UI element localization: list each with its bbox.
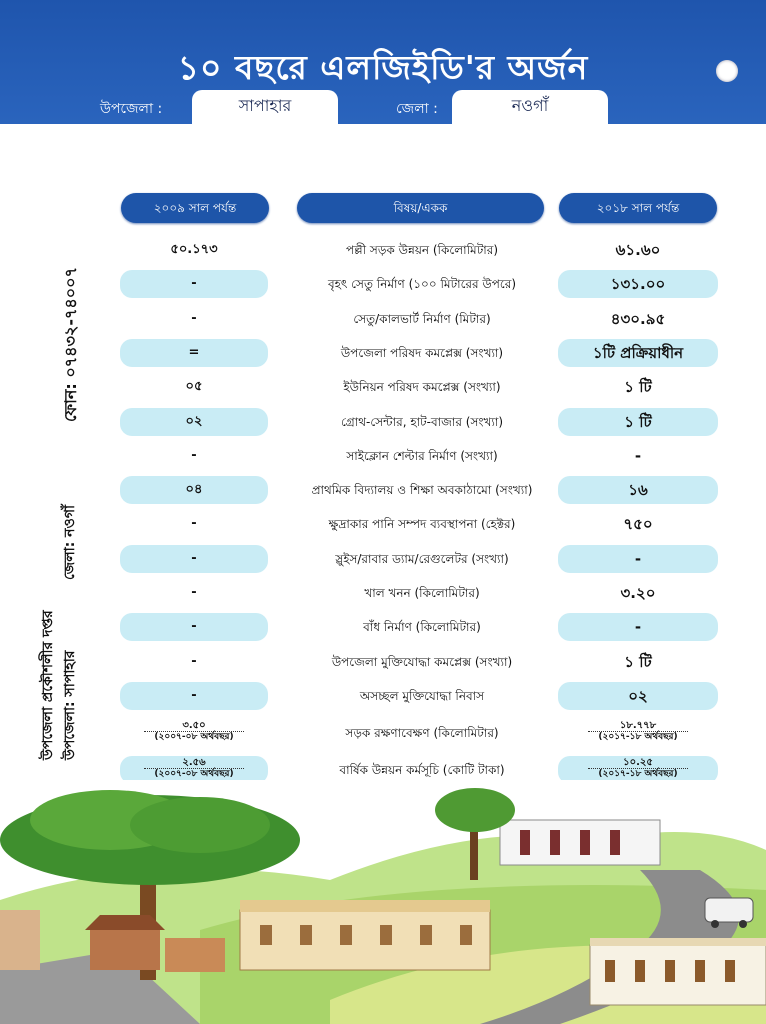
item-label: ইউনিয়ন পরিষদ কমপ্লেক্স (সংখ্যা)	[343, 380, 501, 394]
column-header-item: বিষয়/একক	[297, 193, 544, 223]
adp-item: বার্ষিক উন্নয়ন কর্মসূচি (কোটি টাকা)	[339, 763, 505, 777]
maintenance-2009-cell	[120, 719, 268, 749]
item-label: বাঁধ নির্মাণ (কিলোমিটার)	[363, 620, 481, 634]
maintenance-item: সড়ক রক্ষণাবেক্ষণ (কিলোমিটার)	[345, 726, 499, 740]
table-row	[120, 613, 718, 641]
table-row	[120, 682, 718, 710]
value-2018: ১টি প্রক্রিয়াধীন	[592, 344, 684, 362]
value-2009: ০৫	[185, 379, 203, 394]
table-row	[120, 373, 718, 401]
punch-hole	[716, 60, 738, 82]
table-row	[120, 339, 718, 367]
value-2018: ১৬	[628, 481, 648, 499]
adp-2018-note: (২০১৭-১৮ অর্থবছর)	[598, 769, 678, 779]
value-2009: ০২	[185, 414, 203, 429]
upazila-value-box: সাপাহার	[192, 90, 338, 124]
table-row	[120, 305, 718, 333]
value-2009: -	[191, 551, 197, 566]
item-label: অসচ্ছল মুক্তিযোদ্ধা নিবাস	[359, 689, 485, 703]
office-upazila: উপজেলা: সাপাহার	[62, 650, 78, 760]
upazila-label: উপজেলা :	[100, 101, 163, 117]
item-label: উপজেলা মুক্তিযোদ্ধা কমপ্লেক্স (সংখ্যা)	[331, 655, 513, 669]
value-2018: ০২	[628, 687, 648, 705]
value-2009: ৫০.১৭৩	[170, 242, 218, 257]
adp-2018-value: ১০.২৫	[623, 757, 653, 768]
maintenance-2018-value: ১৮.৭৭৮	[619, 720, 657, 731]
maintenance-2009-value: ৩.৫০	[182, 720, 206, 731]
rural-development-illustration	[0, 780, 766, 1024]
column-header-2018: ২০১৮ সাল পর্যন্ত	[559, 193, 717, 223]
maintenance-2009-note: (২০০৭-০৮ অর্থবছর)	[154, 732, 234, 742]
table-row	[120, 648, 718, 676]
value-2018: ১ টি	[624, 653, 652, 671]
value-2018: -	[634, 618, 642, 636]
item-label: খাল খনন (কিলোমিটার)	[364, 586, 480, 600]
value-2018: ১ টি	[624, 413, 652, 431]
maintenance-2018-cell	[558, 719, 718, 749]
value-2018: ১ টি	[624, 378, 652, 396]
value-2009: -	[191, 516, 197, 531]
item-label: উপজেলা পরিষদ কমপ্লেক্স (সংখ্যা)	[340, 346, 504, 360]
value-2018: ৩.২০	[620, 584, 656, 602]
district-value-box: নওগাঁ	[452, 90, 608, 124]
value-2018: -	[634, 447, 642, 465]
value-2009: -	[191, 276, 197, 291]
value-2018: ৪৩০.৯৫	[610, 310, 666, 328]
item-label: স্লুইস/রাবার ড্যাম/রেগুলেটর (সংখ্যা)	[335, 552, 509, 566]
office-name: উপজেলা প্রকৌশলীর দপ্তর	[40, 610, 56, 760]
table-row	[120, 476, 718, 504]
item-label: ক্ষুদ্রাকার পানি সম্পদ ব্যবস্থাপনা (হেক্টর)	[328, 517, 516, 531]
item-label: সেতু/কালভার্ট নির্মাণ (মিটার)	[353, 312, 491, 326]
value-2009: -	[191, 654, 197, 669]
office-district: জেলা: নওগাঁ	[62, 504, 78, 580]
value-2009: -	[191, 448, 197, 463]
district-label: জেলা :	[396, 101, 438, 117]
item-label: বৃহৎ সেতু নির্মাণ (১০০ মিটারের উপরে)	[327, 277, 517, 291]
table-row	[120, 408, 718, 436]
value-2018: -	[634, 550, 642, 568]
phone-text: ফোন: ০৭৪৩২-৭৪০০৭	[61, 267, 80, 422]
table-row	[120, 236, 718, 264]
value-2018: ৬১.৬০	[615, 241, 661, 259]
adp-2009-note: (২০০৭-০৮ অর্থবছর)	[154, 769, 234, 779]
value-2009: -	[191, 688, 197, 703]
maintenance-2018-note: (২০১৭-১৮ অর্থবছর)	[598, 732, 678, 742]
value-2009: -	[191, 311, 197, 326]
item-label: পল্লী সড়ক উন্নয়ন (কিলোমিটার)	[345, 243, 499, 257]
page-title: ১০ বছরে এলজিইডি'র অর্জন	[177, 48, 589, 87]
item-label: গ্রোথ-সেন্টার, হাট-বাজার (সংখ্যা)	[340, 415, 504, 429]
value-2009: -	[191, 619, 197, 634]
table-row	[120, 510, 718, 538]
table-row-maintenance	[120, 719, 718, 747]
table-row	[120, 442, 718, 470]
table-row	[120, 579, 718, 607]
table-row	[120, 545, 718, 573]
adp-2009-value: ২.৫৬	[182, 757, 206, 768]
value-2018: ৭৫০	[623, 515, 653, 533]
column-header-2009: ২০০৯ সাল পর্যন্ত	[121, 193, 269, 223]
item-label: প্রাথমিক বিদ্যালয় ও শিক্ষা অবকাঠামো (সংখ্যা)	[311, 483, 533, 497]
value-2009: -	[191, 585, 197, 600]
value-2009: =	[188, 345, 200, 360]
item-label: সাইক্লোন শেল্টার নির্মাণ (সংখ্যা)	[346, 449, 498, 463]
table-row	[120, 270, 718, 298]
value-2018: ১৩১.০০	[610, 275, 666, 293]
value-2009: ০৪	[185, 482, 203, 497]
